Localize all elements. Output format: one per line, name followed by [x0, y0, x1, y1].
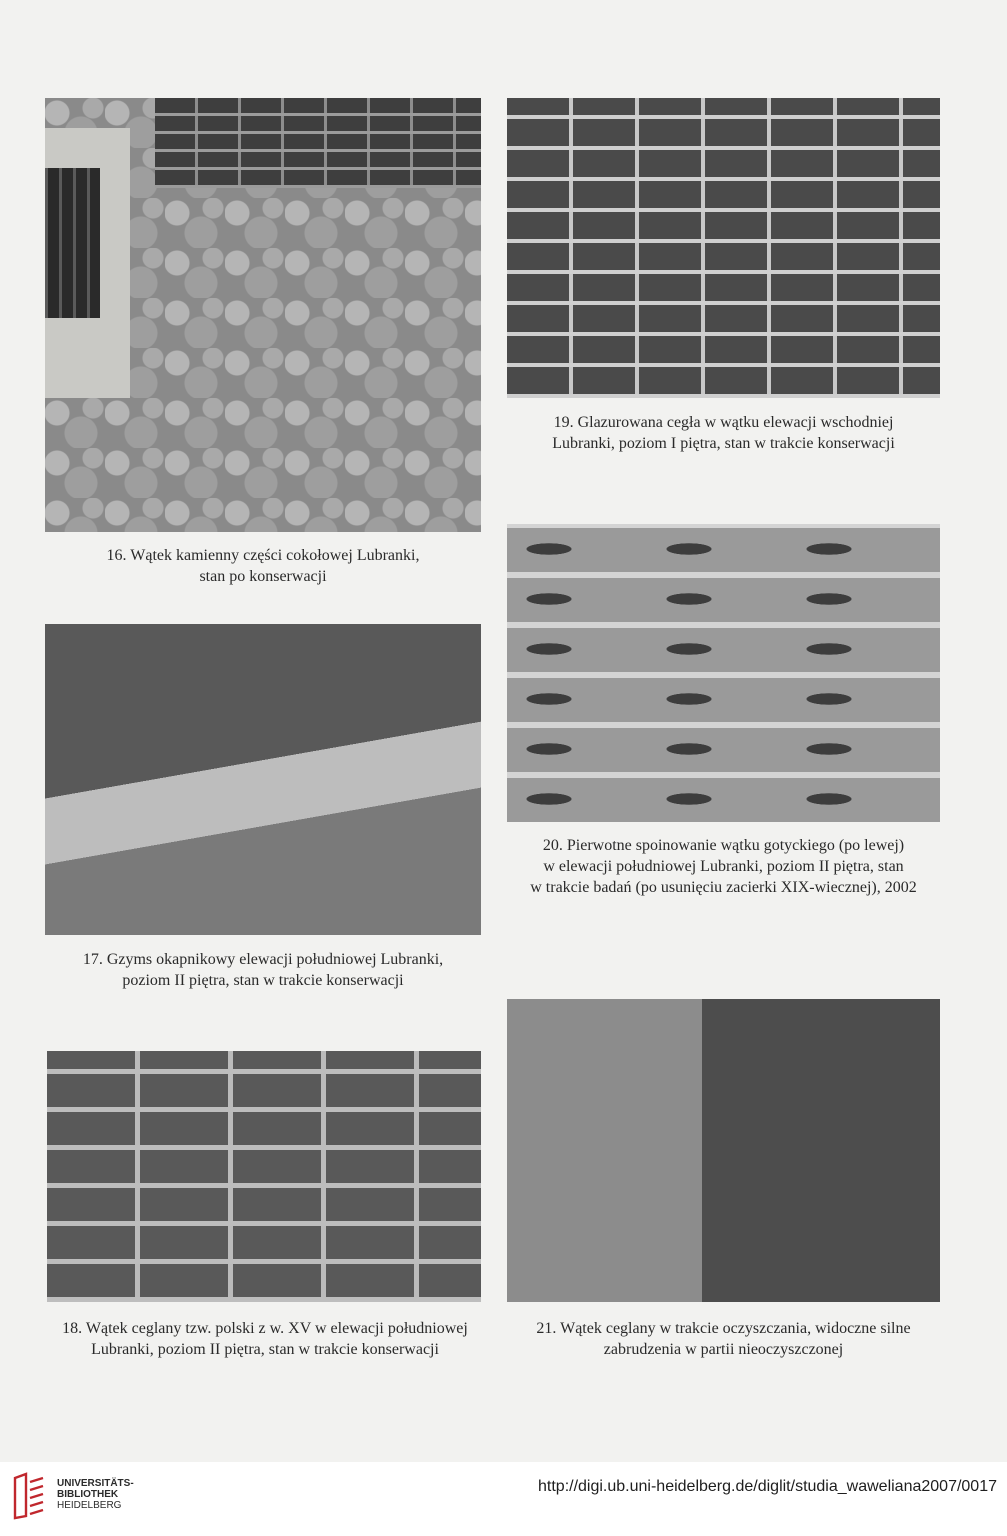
photo-17-cornice [45, 624, 481, 935]
caption-21-line-1: 21. Wątek ceglany w trakcie oczyszczania, widoczne silne [536, 1320, 911, 1337]
caption-17 [45, 949, 481, 991]
caption-20 [500, 835, 947, 898]
caption-17-line-2: poziom II piętra, stan w trakcie konserwacji [122, 972, 404, 989]
library-name-line-2: BIBLIOTHEK [57, 1489, 119, 1500]
photo-16-window-grille [45, 168, 100, 318]
photo-19-glazed-brick [507, 98, 940, 398]
caption-19-line-1: 19. Glazurowana cegła w wątku elewacji wschodniej [553, 414, 894, 431]
caption-18-line-1: 18. Wątek ceglany tzw. polski z w. XV w elewacji południowej [62, 1320, 468, 1337]
caption-20-line-2: w elewacji południowej Lubranki, poziom II piętra, stan [543, 858, 904, 875]
library-logo-icon [12, 1472, 46, 1520]
caption-16-line-1: 16. Wątek kamienny części cokołowej Lubranki, [106, 547, 420, 564]
caption-21-line-2: zabrudzenia w partii nieoczyszczonej [603, 1341, 844, 1358]
caption-18-line-2: Lubranki, poziom II piętra, stan w trakcie konserwacji [91, 1341, 439, 1358]
photo-18-polish-bond [47, 1051, 481, 1302]
caption-21 [500, 1318, 947, 1360]
caption-16-line-2: stan po konserwacji [199, 568, 327, 585]
caption-20-line-1: 20. Pierwotne spoinowanie wątku gotyckiego (po lewej) [542, 837, 905, 854]
caption-16 [45, 545, 481, 587]
caption-18 [40, 1318, 490, 1360]
caption-17-line-1: 17. Gzyms okapnikowy elewacji południowej Lubranki, [82, 951, 444, 968]
library-name-line-3: HEIDELBERG [57, 1500, 122, 1511]
caption-19-line-2: Lubranki, poziom I piętra, stan w trakcie konserwacji [552, 435, 895, 452]
library-name-line-1: UNIVERSITÄTS- [57, 1478, 134, 1489]
source-url[interactable]: http://digi.ub.uni-heidelberg.de/diglit/studia_waweliana2007/0017 [538, 1478, 997, 1495]
photo-16-brick-band [155, 98, 481, 188]
footer-bar [0, 1462, 1007, 1536]
caption-20-line-3: w trakcie badań (po usunięciu zacierki XIX-wiecznej), 2002 [530, 879, 917, 896]
photo-20-gothic-joints [507, 524, 940, 822]
photo-21-cleaning [507, 999, 940, 1302]
library-name [57, 1478, 134, 1511]
caption-19 [507, 412, 940, 454]
photo-16-stone-wall [45, 98, 481, 532]
